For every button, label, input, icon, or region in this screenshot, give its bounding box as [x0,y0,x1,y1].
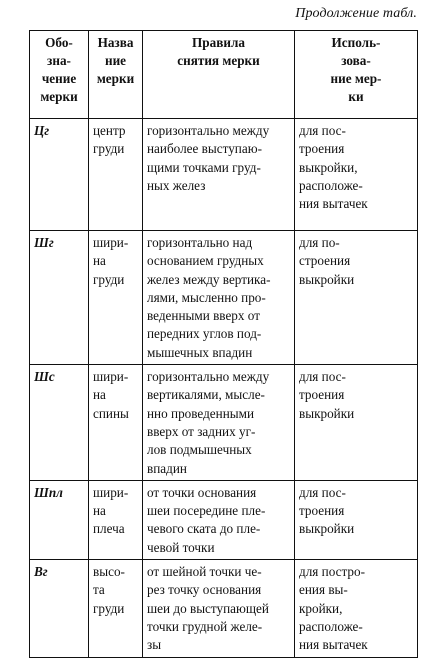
measure-use: для пос- троения выкройки [295,365,418,481]
measure-name: высо- та груди [89,560,143,657]
measure-code: Цг [30,119,89,231]
measure-rule: от точки основания шеи посередине пле- чевого ската до пле- чевой точки [143,480,295,559]
header-use: Исполь- зова- ние мер- ки [295,31,418,119]
header-name: Назва ние мерки [89,31,143,119]
measure-use: для пос- троения выкройки, расположе- ния вытачек [295,119,418,231]
measure-code: Шг [30,231,89,365]
header-code: Обо- зна- чение мерки [30,31,89,119]
measure-code: Вг [30,560,89,657]
table-row [30,365,418,481]
measure-code: Шс [30,365,89,481]
measure-use: для постро- ения вы- кройки, расположе- ния вытачек [295,560,418,657]
measure-rule: горизонтально между вертикалями, мысле- нно проведенными вверх от задних уг- лов подмышечных впадин [143,365,295,481]
measure-rule: горизонтально над основанием грудных желез между вертика- лями, мысленно про- веденными вверх от передних углов под- мышечных впадин [143,231,295,365]
measure-code: Шпл [30,480,89,559]
measure-name: шири- на груди [89,231,143,365]
measure-rule: от шейной точки че- рез точку основания шеи до выступающей точки грудной желе- зы [143,560,295,657]
measure-use: для по- строения выкройки [295,231,418,365]
table-row [30,119,418,231]
measure-name: шири- на плеча [89,480,143,559]
table-row [30,480,418,559]
measure-name: центр груди [89,119,143,231]
measurements-table [29,30,418,658]
table-body [30,119,418,658]
measure-use: для пос- троения выкройки [295,480,418,559]
table-row [30,560,418,657]
measure-name: шири- на спины [89,365,143,481]
header-row [30,31,418,119]
table-continuation-caption: Продолжение табл. [295,6,417,21]
table-header [30,31,418,119]
header-rule: Правила снятия мерки [143,31,295,119]
table-row [30,231,418,365]
measure-rule: горизонтально между наиболее выступаю- щими точками груд- ных желез [143,119,295,231]
